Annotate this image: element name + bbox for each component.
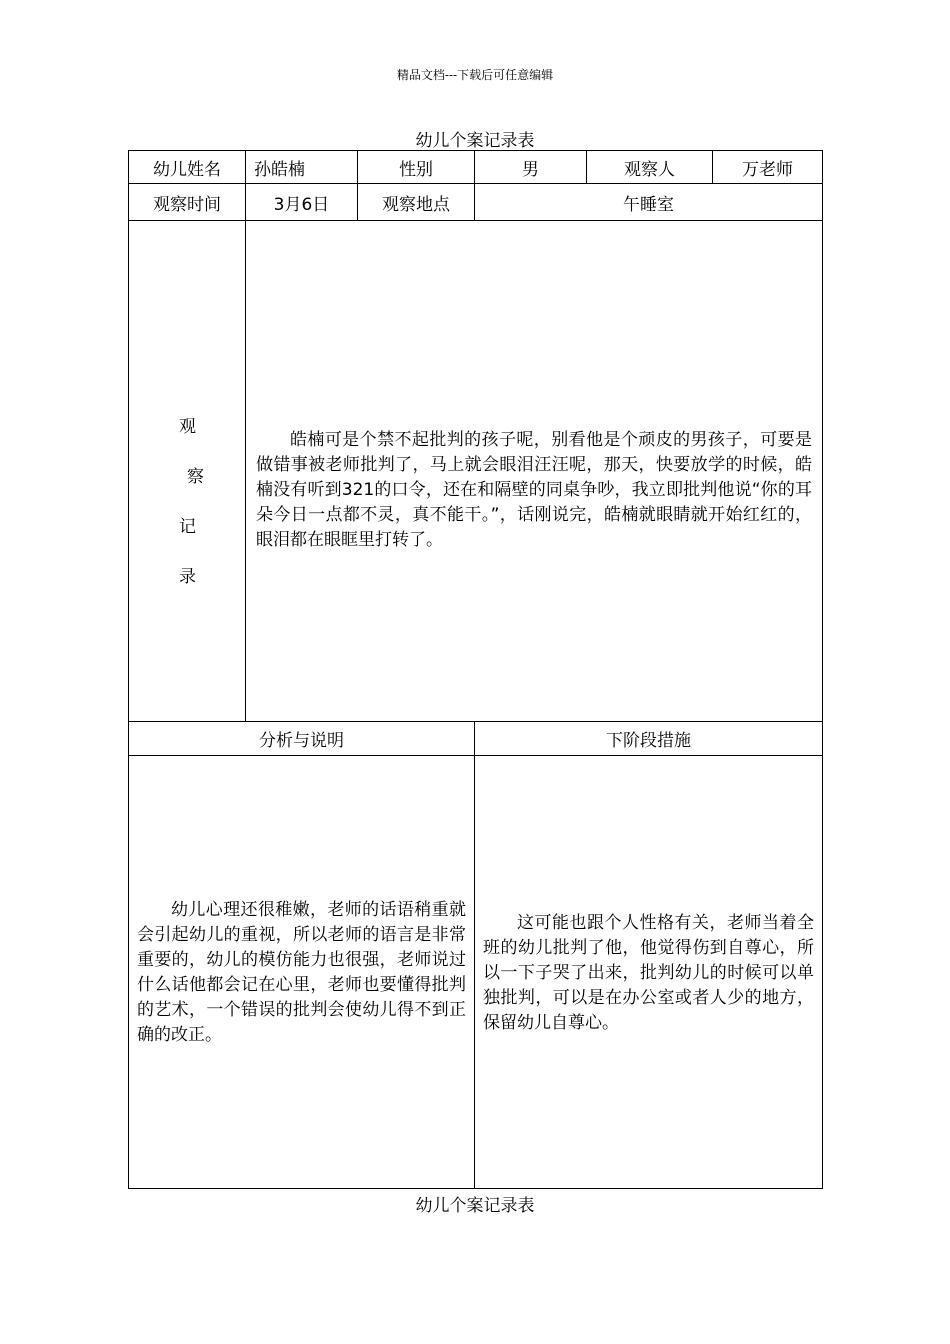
case-record-table — [128, 150, 823, 1189]
place-label: 观察地点 — [358, 184, 475, 221]
observation-label-char: 察 — [187, 467, 204, 487]
page-header: 精品文档---下载后可任意编辑 — [396, 68, 554, 82]
next-steps-text: 这可能也跟个人性格有关，老师当着全班的幼儿批判了他，他觉得伤到自尊心，所以一下子哭了出来，批判幼儿的时候可以单独批判，可以是在办公室或者人少的地方，保留幼儿自尊心。 — [483, 912, 814, 1033]
observation-label-cell — [129, 221, 246, 722]
gender-value: 男 — [475, 151, 587, 184]
observation-label — [129, 327, 245, 615]
name-value: 孙皓楠 — [246, 151, 358, 184]
analysis-cell — [129, 756, 475, 1189]
observation-label-char: 录 — [179, 567, 196, 587]
observation-label-char: 观 — [179, 417, 196, 437]
observation-record-cell — [246, 221, 823, 722]
analysis-text: 幼儿心理还很稚嫩，老师的话语稍重就会引起幼儿的重视，所以老师的语言是非常重要的，幼儿的模仿能力也很强，老师说过什么话他都会记在心里，老师也要懂得批判的艺术，一个错误的批判会使幼儿得不到正确的改正。 — [137, 900, 466, 1045]
place-value: 午睡室 — [475, 184, 823, 221]
time-value: 3月6日 — [246, 184, 358, 221]
analysis-header: 分析与说明 — [129, 722, 475, 756]
observation-label-char: 记 — [179, 517, 196, 537]
observation-text: 皓楠可是个禁不起批判的孩子呢，别看他是个顽皮的男孩子，可要是做错事被老师批判了，马上就会眼泪汪汪呢，那天，快要放学的时候，皓楠没有听到321的口令，还在和隔壁的同桌争吵，我立即批判他说“你的耳朵今日一点都不灵，真不能干。”，话刚说完，皓楠就眼睛就开始红红的，眼泪都在眼眶里打转了。 — [256, 429, 812, 550]
document-title: 幼儿个案记录表 — [415, 131, 535, 151]
gender-label: 性别 — [358, 151, 475, 184]
next-steps-cell — [475, 756, 823, 1189]
name-label: 幼儿姓名 — [129, 151, 246, 184]
observer-label: 观察人 — [587, 151, 713, 184]
time-label: 观察时间 — [129, 184, 246, 221]
next-steps-header: 下阶段措施 — [475, 722, 823, 756]
observer-value: 万老师 — [713, 151, 823, 184]
footer-title: 幼儿个案记录表 — [415, 1196, 535, 1216]
